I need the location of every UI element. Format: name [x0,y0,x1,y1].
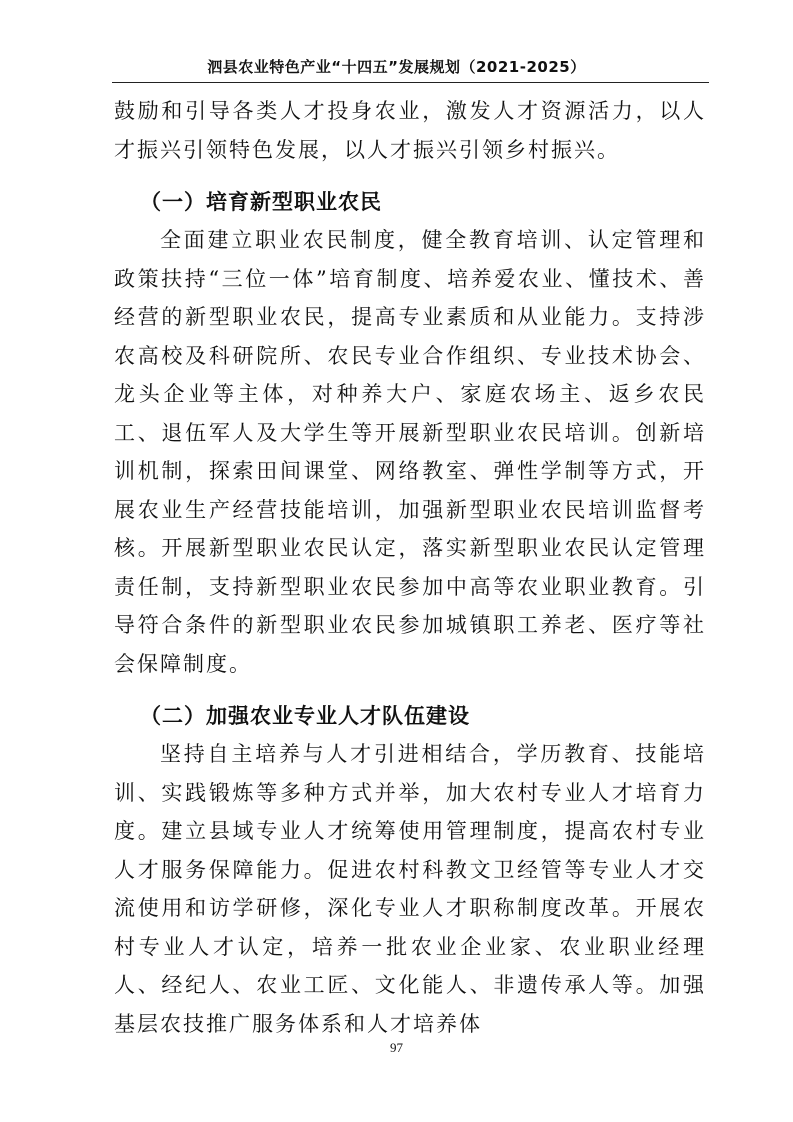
header-divider [112,82,709,83]
section-heading-2: （二）加强农业专业人才队伍建设 [140,704,470,728]
document-body [114,92,706,1043]
section-heading-1: （一）培育新型职业农民 [140,190,382,214]
intro-paragraph: 鼓励和引导各类人才投身农业，激发人才资源活力，以人才振兴引领特色发展，以人才振兴引领乡村振兴。 [114,99,706,162]
section-2-paragraph: 坚持自主培养与人才引进相结合，学历教育、技能培训、实践锻炼等多种方式并举，加大农村专业人才培育力度。建立县域专业人才统筹使用管理制度，提高农村专业人才服务保障能力。促进农村科教文卫经管等专业人才交流使用和访学研修，深化专业人才职称制度改革。开展农村专业人才认定，培养一批农业企业家、农业职业经理人、经纪人、农业工匠、文化能人、非遗传承人等。加强基层农技推广服务体系和人才培养体 [114,742,706,1036]
page-number: 97 [390,1040,403,1055]
section-1-paragraph: 全面建立职业农民制度，健全教育培训、认定管理和政策扶持“三位一体”培育制度、培养爱农业、懂技术、善经营的新型职业农民，提高专业素质和从业能力。支持涉农高校及科研院所、农民专业合作组织、专业技术协会、龙头企业等主体，对种养大户、家庭农场主、返乡农民工、退伍军人及大学生等开展新型职业农民培训。创新培训机制，探索田间课堂、网络教室、弹性学制等方式，开展农业生产经营技能培训，加强新型职业农民培训监督考核。开展新型职业农民认定，落实新型职业农民认定管理责任制，支持新型职业农民参加中高等农业职业教育。引导符合条件的新型职业农民参加城镇职工养老、医疗等社会保障制度。 [114,228,706,676]
page-header-title: 泗县农业特色产业“十四五”发展规划（2021-2025） [207,58,586,76]
